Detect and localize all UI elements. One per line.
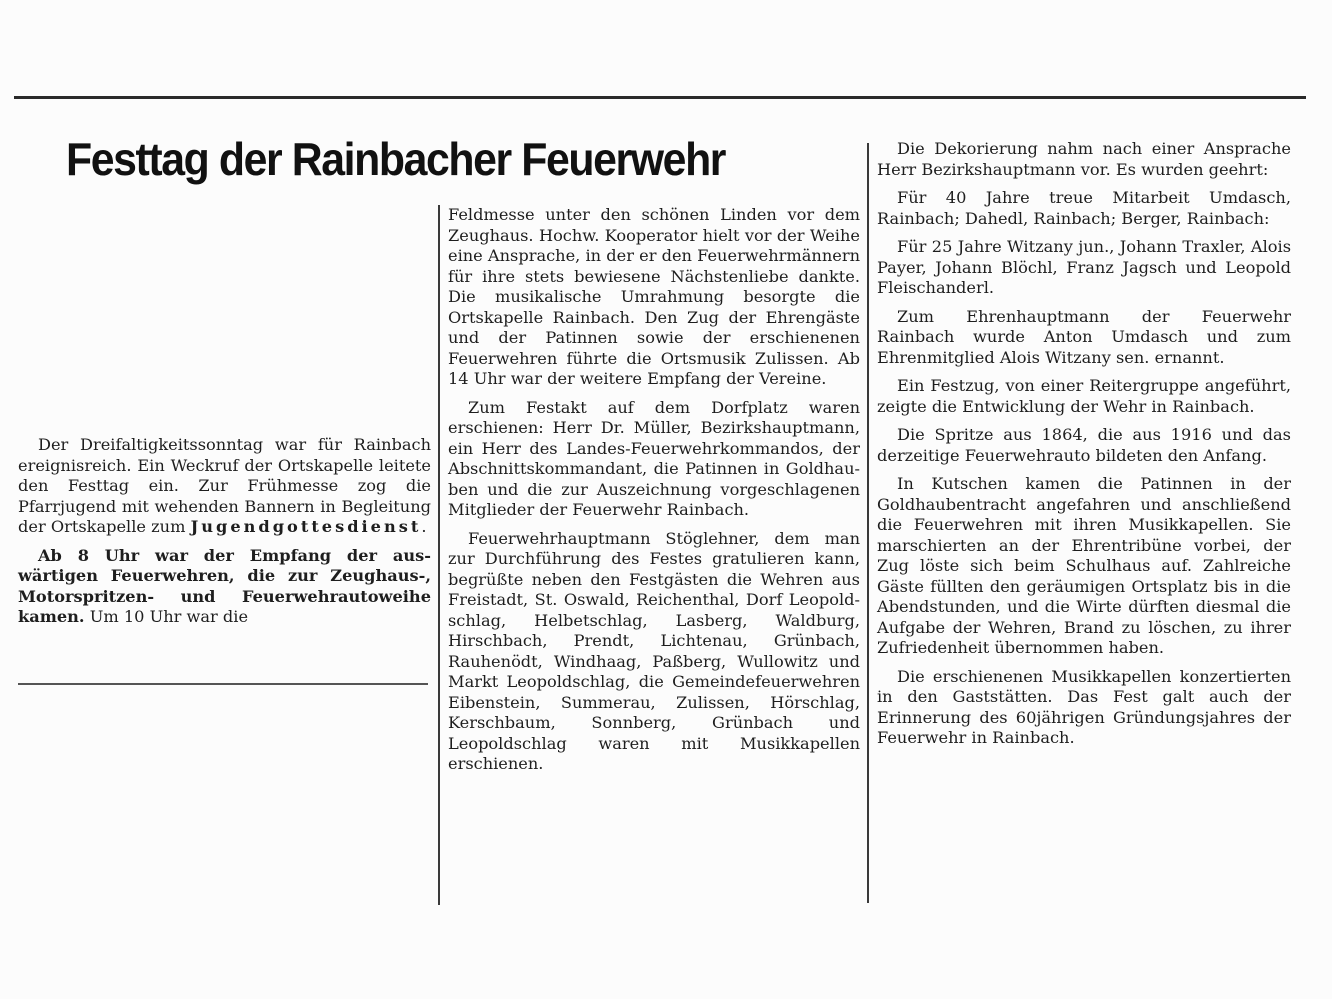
col2-paragraph-1: Feldmesse unter den schönen Linden vor dem Zeughaus. Hochw. Kooperator hielt vor der Weihe eine Ansprache, in der er den Feuerwehrmännern für ihre stets bewiesene Nächstenliebe dankte. Die musikalische Umrahmung besorgte die Ortskapelle Rainbach. Den Zug der Ehrengäste und der Patinnen sowie der erschienenen Feuerwehren führte die Ortsmusik Zulissen. Ab 14 Uhr war der weitere Empfang der Vereine. <box>448 205 860 388</box>
col1-p1-text: Der Dreifaltigkeitssonntag war für Rainbach ereignisreich. Ein Weckruf der Ortskapelle leitete den Festtag ein. Zur Frühmesse zog die Pfarrjugend mit wehenden Bannern in Begleitung der Ortskapelle zum <box>18 435 431 536</box>
column-divider-1 <box>438 205 440 905</box>
column-end-rule <box>18 683 428 685</box>
col2-paragraph-2: Zum Festakt auf dem Dorfplatz waren erschienen: Herr Dr. Müller, Bezirkshauptmann, ein Herr des Landes-Feuerwehrkommandos, der Abschnittskommandant, die Patinnen in Goldhauben und die zur Auszeichnung vorgeschlagenen Mitglieder der Feuerwehr Rainbach. <box>448 397 860 519</box>
col3-paragraph-4: Zum Ehrenhauptmann der Feuerwehr Rainbach wurde Anton Umdasch und zum Ehrenmitglied Alois Witzany sen. ernannt. <box>877 306 1291 367</box>
col1-paragraph-2 <box>18 546 431 628</box>
col3-paragraph-1: Die Dekorierung nahm nach einer Ansprache Herr Bezirkshauptmann vor. Es wurden geehrt: <box>877 139 1291 179</box>
top-rule <box>14 96 1306 99</box>
col3-paragraph-2: Für 40 Jahre treue Mitarbeit Umdasch, Rainbach; Dahedl, Rainbach; Berger, Rainbach: <box>877 188 1291 228</box>
col3-paragraph-7: In Kutschen kamen die Patinnen in der Goldhaubentracht angefahren und anschließend die Feuerwehren mit ihren Musikkapellen. Sie marschierten an der Ehrentribüne vorbei, der Zug löste sich beim Schulhaus auf. Zahlreiche Gäste füllten den geräumigen Ortsplatz bis in die Abendstunden, und die Wirte dürften diesmal die Aufgabe der Wehren, Brand zu löschen, zu ihrer Zufriedenheit übernommen haben. <box>877 474 1291 657</box>
col2-paragraph-3: Feuerwehrhauptmann Stöglehner, dem man zur Durchführung des Festes gratulieren kann, begrüßte neben den Festgästen die Wehren aus Freistadt, St. Oswald, Reichenthal, Dorf Leopoldschlag, Helbetschlag, Lasberg, Waldburg, Hirschbach, Prendt, Lichtenau, Grünbach, Rauhenödt, Windhaag, Paßberg, Wullowitz und Markt Leopoldschlag, die Gemeindefeuerwehren Eibenstein, Summerau, Zulissen, Hörschlag, Kerschbaum, Sonnberg, Grünbach und Leopoldschlag waren mit Musikkapellen erschienen. <box>448 528 860 773</box>
col3-paragraph-8: Die erschienenen Musikkapellen konzertierten in den Gaststätten. Das Fest galt auch der Erinnerung des 60jährigen Gründungsjahres der Feuerwehr in Rainbach. <box>877 666 1291 747</box>
col1-p2-bold: Ab 8 Uhr war der Empfang der auswärtigen Feuerwehren, die zur Zeughaus-, Motorspritzen- und Feuerwehrautoweihe kamen. <box>18 545 431 626</box>
column-1 <box>18 435 431 628</box>
column-3 <box>877 139 1291 749</box>
col3-paragraph-6: Die Spritze aus 1864, die aus 1916 und das derzeitige Feuerwehrauto bildeten den Anfang. <box>877 425 1291 465</box>
col3-paragraph-3: Für 25 Jahre Witzany jun., Johann Traxler, Alois Payer, Johann Blöchl, Franz Jagsch und Leopold Fleischanderl. <box>877 237 1291 297</box>
col1-p2-rest: Um 10 Uhr war die <box>89 607 249 626</box>
column-divider-2 <box>867 143 869 903</box>
col1-paragraph-1 <box>18 435 431 538</box>
col1-p1-spaced: Jugendgottesdienst <box>190 517 422 536</box>
col3-paragraph-5: Ein Festzug, von einer Reitergruppe angeführt, zeigte die Entwicklung der Wehr in Rainbach. <box>877 376 1291 416</box>
headline: Festtag der Rainbacher Feuerwehr <box>66 133 726 185</box>
column-2 <box>448 205 860 775</box>
col1-p1-end: . <box>421 517 427 536</box>
